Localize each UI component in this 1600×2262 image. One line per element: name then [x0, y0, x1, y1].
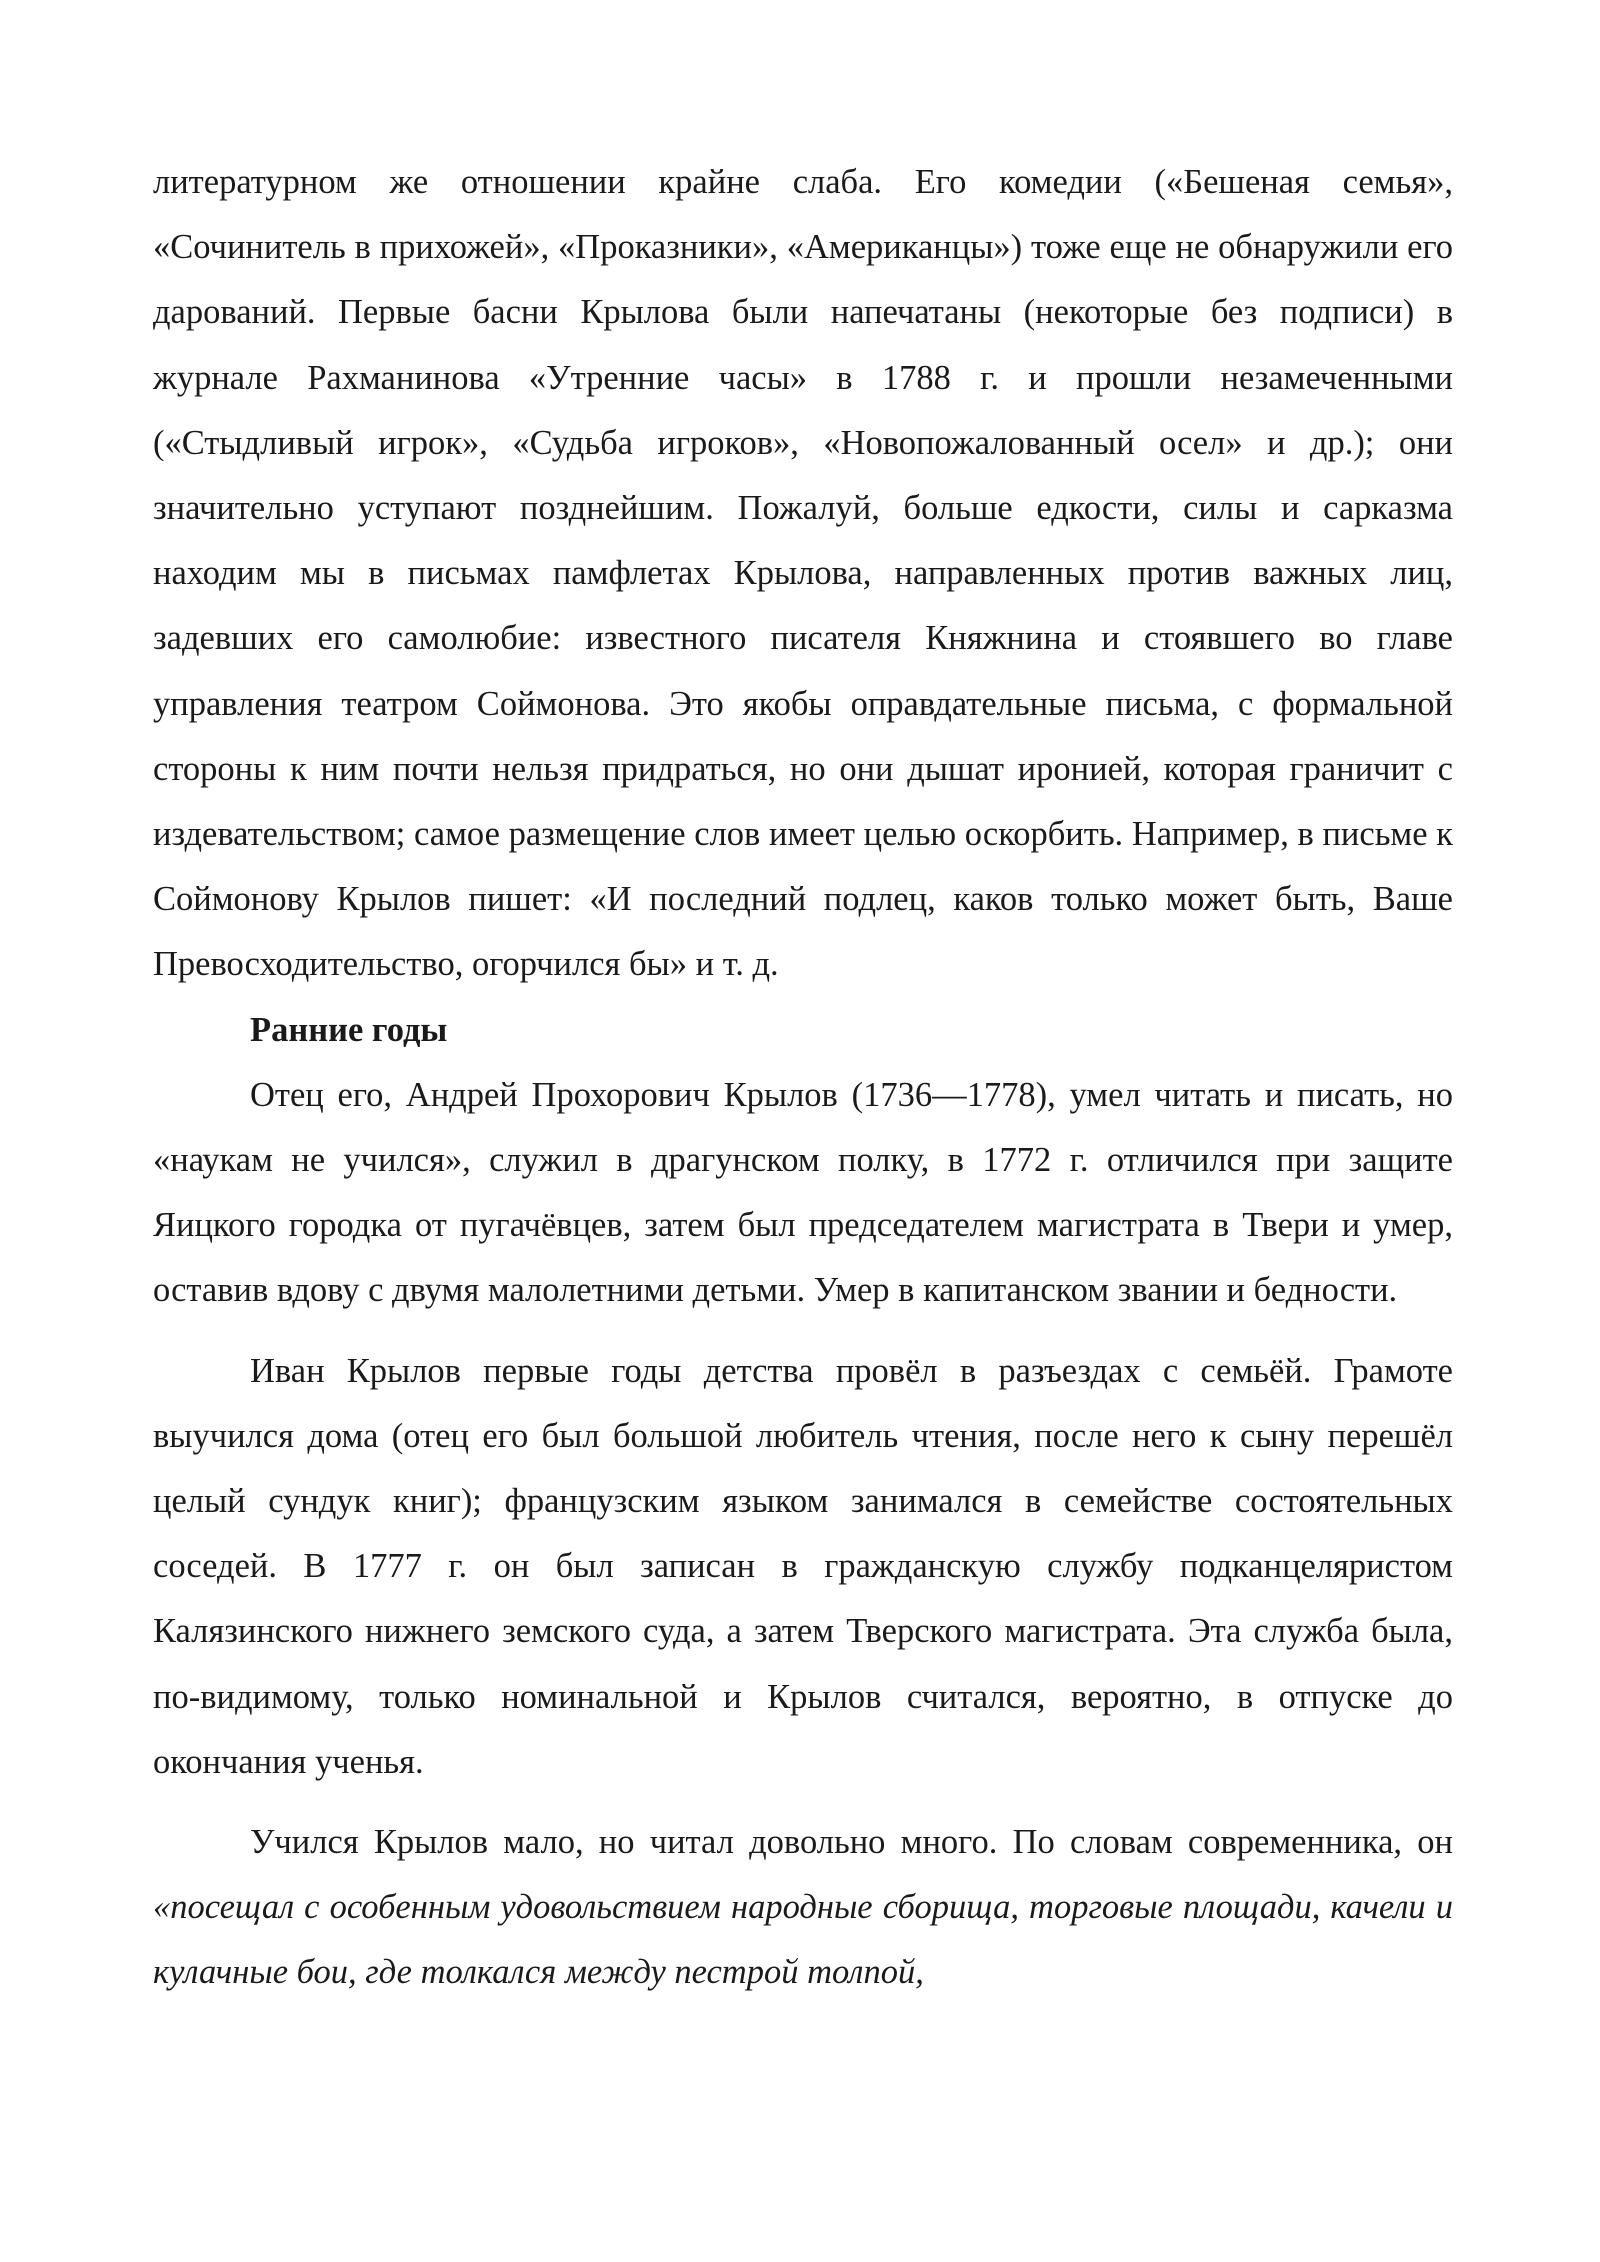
section-heading-early-years: Ранние годы: [250, 1010, 448, 1049]
contemporary-quote: «посещал с особенным удовольствием народные сборища, торговые площади, качели и кулачные бои, где толкался между пестрой толпой,: [153, 1888, 1453, 1992]
paragraph-education: [153, 1810, 1453, 2006]
paragraph-father: Отец его, Андрей Прохорович Крылов (1736—1778), умел читать и писать, но «наукам не учился», служил в драгунском полку, в 1772 г. отличился при защите Яицкого городка от пугачёвцев, затем был председателем магистрата в Твери и умер, оставив вдову с двумя малолетними детьми. Умер в капитанском звании и бедности.: [153, 1075, 1453, 1310]
paragraph-childhood: Иван Крылов первые годы детства провёл в разъездах с семьёй. Грамоте выучился дома (отец его был большой любитель чтения, после него к сыну перешёл целый сундук книг); французским языком занимался в семействе состоятельных соседей. В 1777 г. он был записан в гражданскую службу подканцеляристом Калязинского нижнего земского суда, а затем Тверского магистрата. Эта служба была, по-видимому, только номинальной и Крылов считался, вероятно, в отпуске до окончания ученья.: [153, 1351, 1453, 1781]
education-lead-text: Учился Крылов мало, но читал довольно много. По словам современника, он: [250, 1823, 1453, 1862]
document-page: [153, 150, 1453, 2006]
paragraph-comedies-and-fables: литературном же отношении крайне слаба. Его комедии («Бешеная семья», «Сочинитель в прихожей», «Проказники», «Американцы») тоже еще не обнаружили его дарований. Первые басни Крылова были напечатаны (некоторые без подписи) в журнале Рахманинова «Утренние часы» в 1788 г. и прошли незамеченными («Стыдливый игрок», «Судьба игроков», «Новопожалованный осел» и др.); они значительно уступают позднейшим. Пожалуй, больше едкости, силы и сарказма находим мы в письмах памфлетах Крылова, направленных против важных лиц, задевших его самолюбие: известного писателя Княжнина и стоявшего во главе управления театром Соймонова. Это якобы оправдательные письма, с формальной стороны к ним почти нельзя придраться, но они дышат иронией, которая граничит с издевательством; самое размещение слов имеет целью оскорбить. Например, в письме к Соймонову Крылов пишет: «И последний подлец, каков только может быть, Ваше Превосходительство, огорчился бы» и т. д.: [153, 163, 1453, 984]
